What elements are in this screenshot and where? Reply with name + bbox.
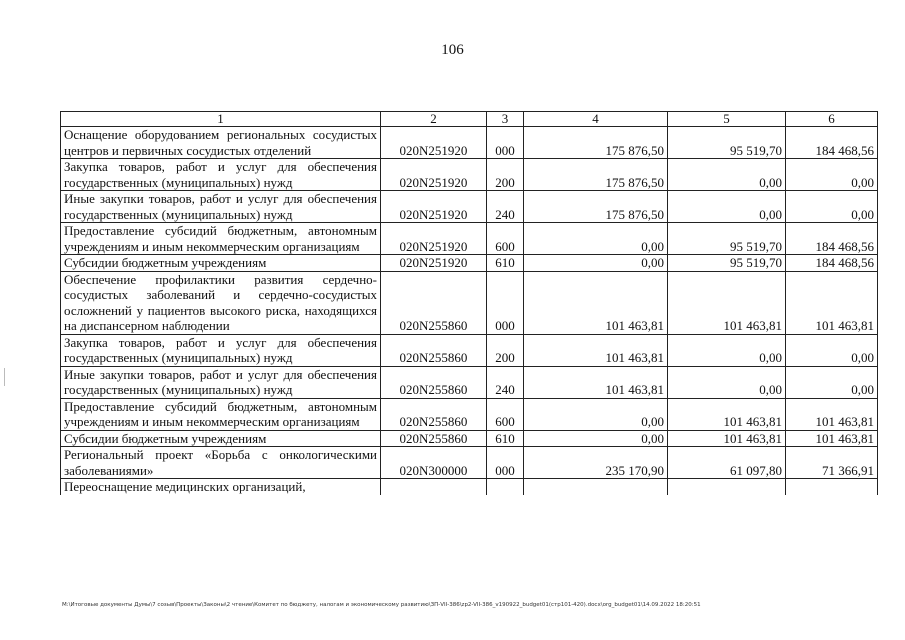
row-name: Предоставление субсидий бюджетным, автономным учреждениям и иным некоммерческим организациям xyxy=(61,398,381,430)
row-value-2: 101 463,81 xyxy=(668,430,786,447)
row-type: 000 xyxy=(487,447,524,479)
row-type: 600 xyxy=(487,223,524,255)
row-code: 020N251920 xyxy=(381,159,487,191)
row-code: 020N255860 xyxy=(381,271,487,334)
table-row xyxy=(61,127,878,159)
row-value-3: 0,00 xyxy=(786,191,878,223)
row-value-3: 0,00 xyxy=(786,159,878,191)
row-code: 020N255860 xyxy=(381,430,487,447)
row-type: 000 xyxy=(487,127,524,159)
row-name: Предоставление субсидий бюджетным, автономным учреждениям и иным некоммерческим организациям xyxy=(61,223,381,255)
empty-cell xyxy=(668,479,786,495)
row-value-3: 101 463,81 xyxy=(786,430,878,447)
column-header: 6 xyxy=(786,112,878,127)
row-value-3: 184 468,56 xyxy=(786,127,878,159)
row-type: 600 xyxy=(487,398,524,430)
row-value-2: 95 519,70 xyxy=(668,255,786,272)
column-header: 2 xyxy=(381,112,487,127)
row-value-1: 0,00 xyxy=(524,223,668,255)
row-value-2: 95 519,70 xyxy=(668,223,786,255)
row-value-2: 0,00 xyxy=(668,366,786,398)
row-value-2: 0,00 xyxy=(668,191,786,223)
page-number: 106 xyxy=(441,42,464,58)
row-value-2: 0,00 xyxy=(668,159,786,191)
row-value-1: 101 463,81 xyxy=(524,334,668,366)
budget-table xyxy=(60,111,878,495)
column-header: 3 xyxy=(487,112,524,127)
table-row xyxy=(61,366,878,398)
row-value-1: 175 876,50 xyxy=(524,191,668,223)
row-value-1: 0,00 xyxy=(524,255,668,272)
table-row xyxy=(61,255,878,272)
table-row xyxy=(61,447,878,479)
row-value-3: 101 463,81 xyxy=(786,271,878,334)
row-type: 200 xyxy=(487,159,524,191)
row-value-3: 184 468,56 xyxy=(786,255,878,272)
row-value-1: 101 463,81 xyxy=(524,366,668,398)
empty-cell xyxy=(786,479,878,495)
table-row-partial xyxy=(61,479,878,495)
table-row xyxy=(61,398,878,430)
row-value-3: 101 463,81 xyxy=(786,398,878,430)
table-row xyxy=(61,334,878,366)
row-name: Иные закупки товаров, работ и услуг для обеспечения государственных (муниципальных) нужд xyxy=(61,366,381,398)
row-value-2: 101 463,81 xyxy=(668,398,786,430)
row-code: 020N251920 xyxy=(381,127,487,159)
row-value-3: 71 366,91 xyxy=(786,447,878,479)
row-code: 020N251920 xyxy=(381,191,487,223)
row-code: 020N300000 xyxy=(381,447,487,479)
empty-cell xyxy=(524,479,668,495)
column-header: 5 xyxy=(668,112,786,127)
row-type: 240 xyxy=(487,366,524,398)
row-value-1: 101 463,81 xyxy=(524,271,668,334)
row-name: Закупка товаров, работ и услуг для обеспечения государственных (муниципальных) нужд xyxy=(61,159,381,191)
row-value-1: 235 170,90 xyxy=(524,447,668,479)
row-value-2: 61 097,80 xyxy=(668,447,786,479)
row-name: Обеспечение профилактики развития сердечно-сосудистых заболеваний и сердечно-сосудистых осложнений у пациентов высокого риска, находящихся на диспансерном наблюдении xyxy=(61,271,381,334)
row-name: Субсидии бюджетным учреждениям xyxy=(61,430,381,447)
row-name: Региональный проект «Борьба с онкологическими заболеваниями» xyxy=(61,447,381,479)
row-value-1: 175 876,50 xyxy=(524,127,668,159)
table-row xyxy=(61,223,878,255)
table-row xyxy=(61,191,878,223)
row-value-1: 0,00 xyxy=(524,430,668,447)
row-type: 240 xyxy=(487,191,524,223)
row-value-1: 175 876,50 xyxy=(524,159,668,191)
row-name: Оснащение оборудованием региональных сосудистых центров и первичных сосудистых отделений xyxy=(61,127,381,159)
row-value-2: 101 463,81 xyxy=(668,271,786,334)
row-value-3: 0,00 xyxy=(786,366,878,398)
row-name: Иные закупки товаров, работ и услуг для обеспечения государственных (муниципальных) нужд xyxy=(61,191,381,223)
empty-cell xyxy=(487,479,524,495)
row-value-3: 0,00 xyxy=(786,334,878,366)
row-type: 610 xyxy=(487,430,524,447)
table-row xyxy=(61,271,878,334)
table-row xyxy=(61,159,878,191)
empty-cell xyxy=(381,479,487,495)
column-header: 1 xyxy=(61,112,381,127)
table-header-row xyxy=(61,112,878,127)
column-header: 4 xyxy=(524,112,668,127)
scan-margin-mark xyxy=(4,368,5,386)
row-value-1: 0,00 xyxy=(524,398,668,430)
row-code: 020N251920 xyxy=(381,255,487,272)
row-type: 000 xyxy=(487,271,524,334)
row-code: 020N255860 xyxy=(381,366,487,398)
row-value-2: 95 519,70 xyxy=(668,127,786,159)
row-name: Закупка товаров, работ и услуг для обеспечения государственных (муниципальных) нужд xyxy=(61,334,381,366)
row-name: Субсидии бюджетным учреждениям xyxy=(61,255,381,272)
row-value-3: 184 468,56 xyxy=(786,223,878,255)
row-code: 020N255860 xyxy=(381,398,487,430)
row-name: Переоснащение медицинских организаций, xyxy=(61,479,381,495)
row-value-2: 0,00 xyxy=(668,334,786,366)
row-type: 610 xyxy=(487,255,524,272)
row-code: 020N251920 xyxy=(381,223,487,255)
table-row xyxy=(61,430,878,447)
document-path-footer: М:\Итоговые документы Думы\7 созыв\Проекты\Законы\2 чтение\Комитет по бюджету, налогам и экономическому развитию\ЗП-VII-386\zp2-VII-386_v190922_budget01(стр101-420).docx\org_budget01\14.09.2022 18:20:51 xyxy=(62,602,701,608)
row-code: 020N255860 xyxy=(381,334,487,366)
row-type: 200 xyxy=(487,334,524,366)
